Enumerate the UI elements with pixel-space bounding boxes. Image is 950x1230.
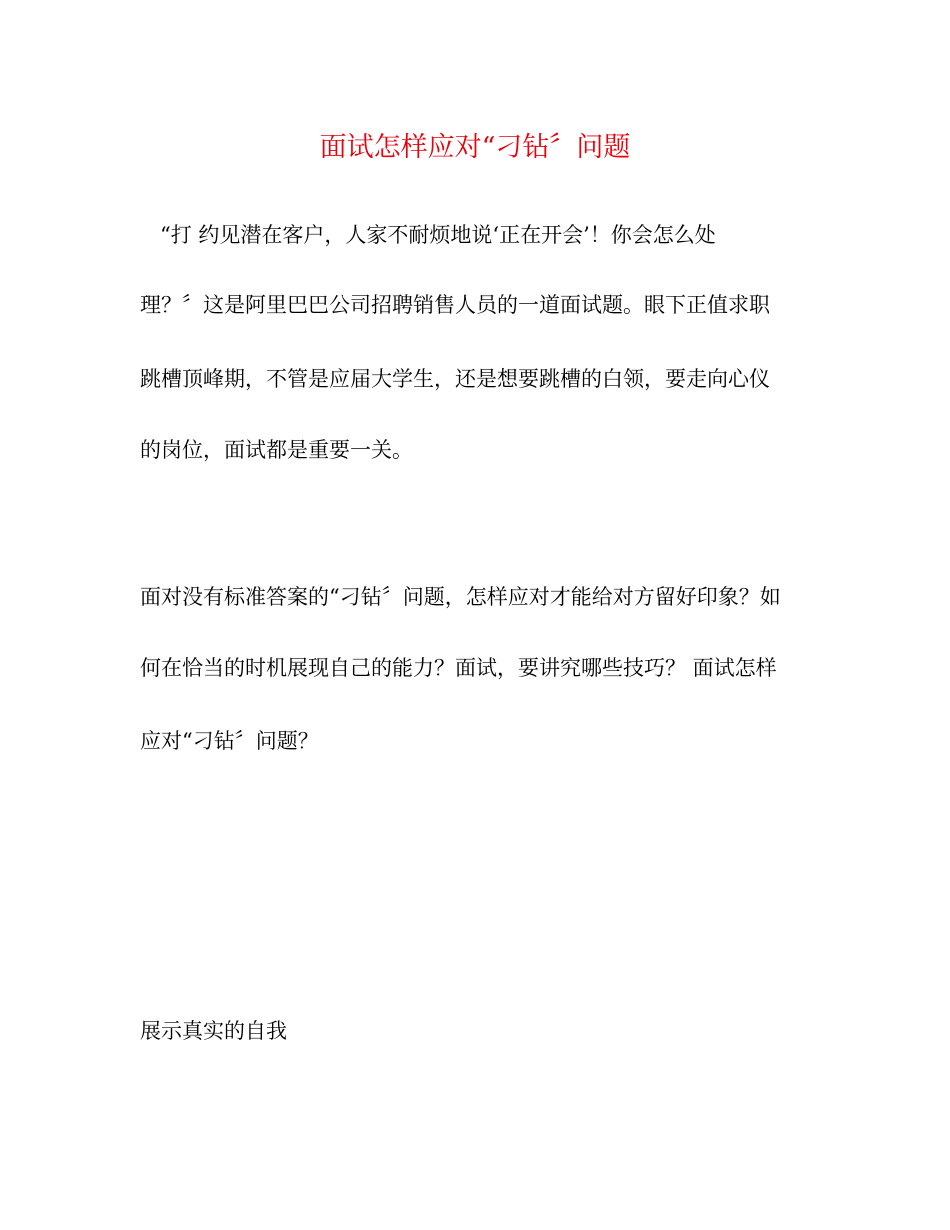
paragraph-line: 面对没有标准答案的“刁钻〞问题，怎样应对才能给对方留好印象？如 [140, 585, 781, 609]
section-heading: 展示真实的自我 [140, 1019, 287, 1043]
document-title: 面试怎样应对“刁钻〞问题 [319, 132, 631, 163]
paragraph-line: 何在恰当的时机展现自己的能力？面试，要讲究哪些技巧？ 面试怎样 [140, 656, 777, 680]
paragraph-line: 应对“刁钻〞问题？ [140, 729, 319, 753]
paragraph-line: 理？〞这是阿里巴巴公司招聘销售人员的一道面试题。眼下正值求职 [140, 293, 770, 317]
paragraph-line: 跳槽顶峰期，不管是应届大学生，还是想要跳槽的白领，要走向心仪 [140, 367, 770, 391]
paragraph-line: “打 约见潜在客户，人家不耐烦地说‘正在开会’！你会怎么处 [160, 223, 716, 247]
paragraph-line: 的岗位，面试都是重要一关。 [140, 438, 413, 462]
